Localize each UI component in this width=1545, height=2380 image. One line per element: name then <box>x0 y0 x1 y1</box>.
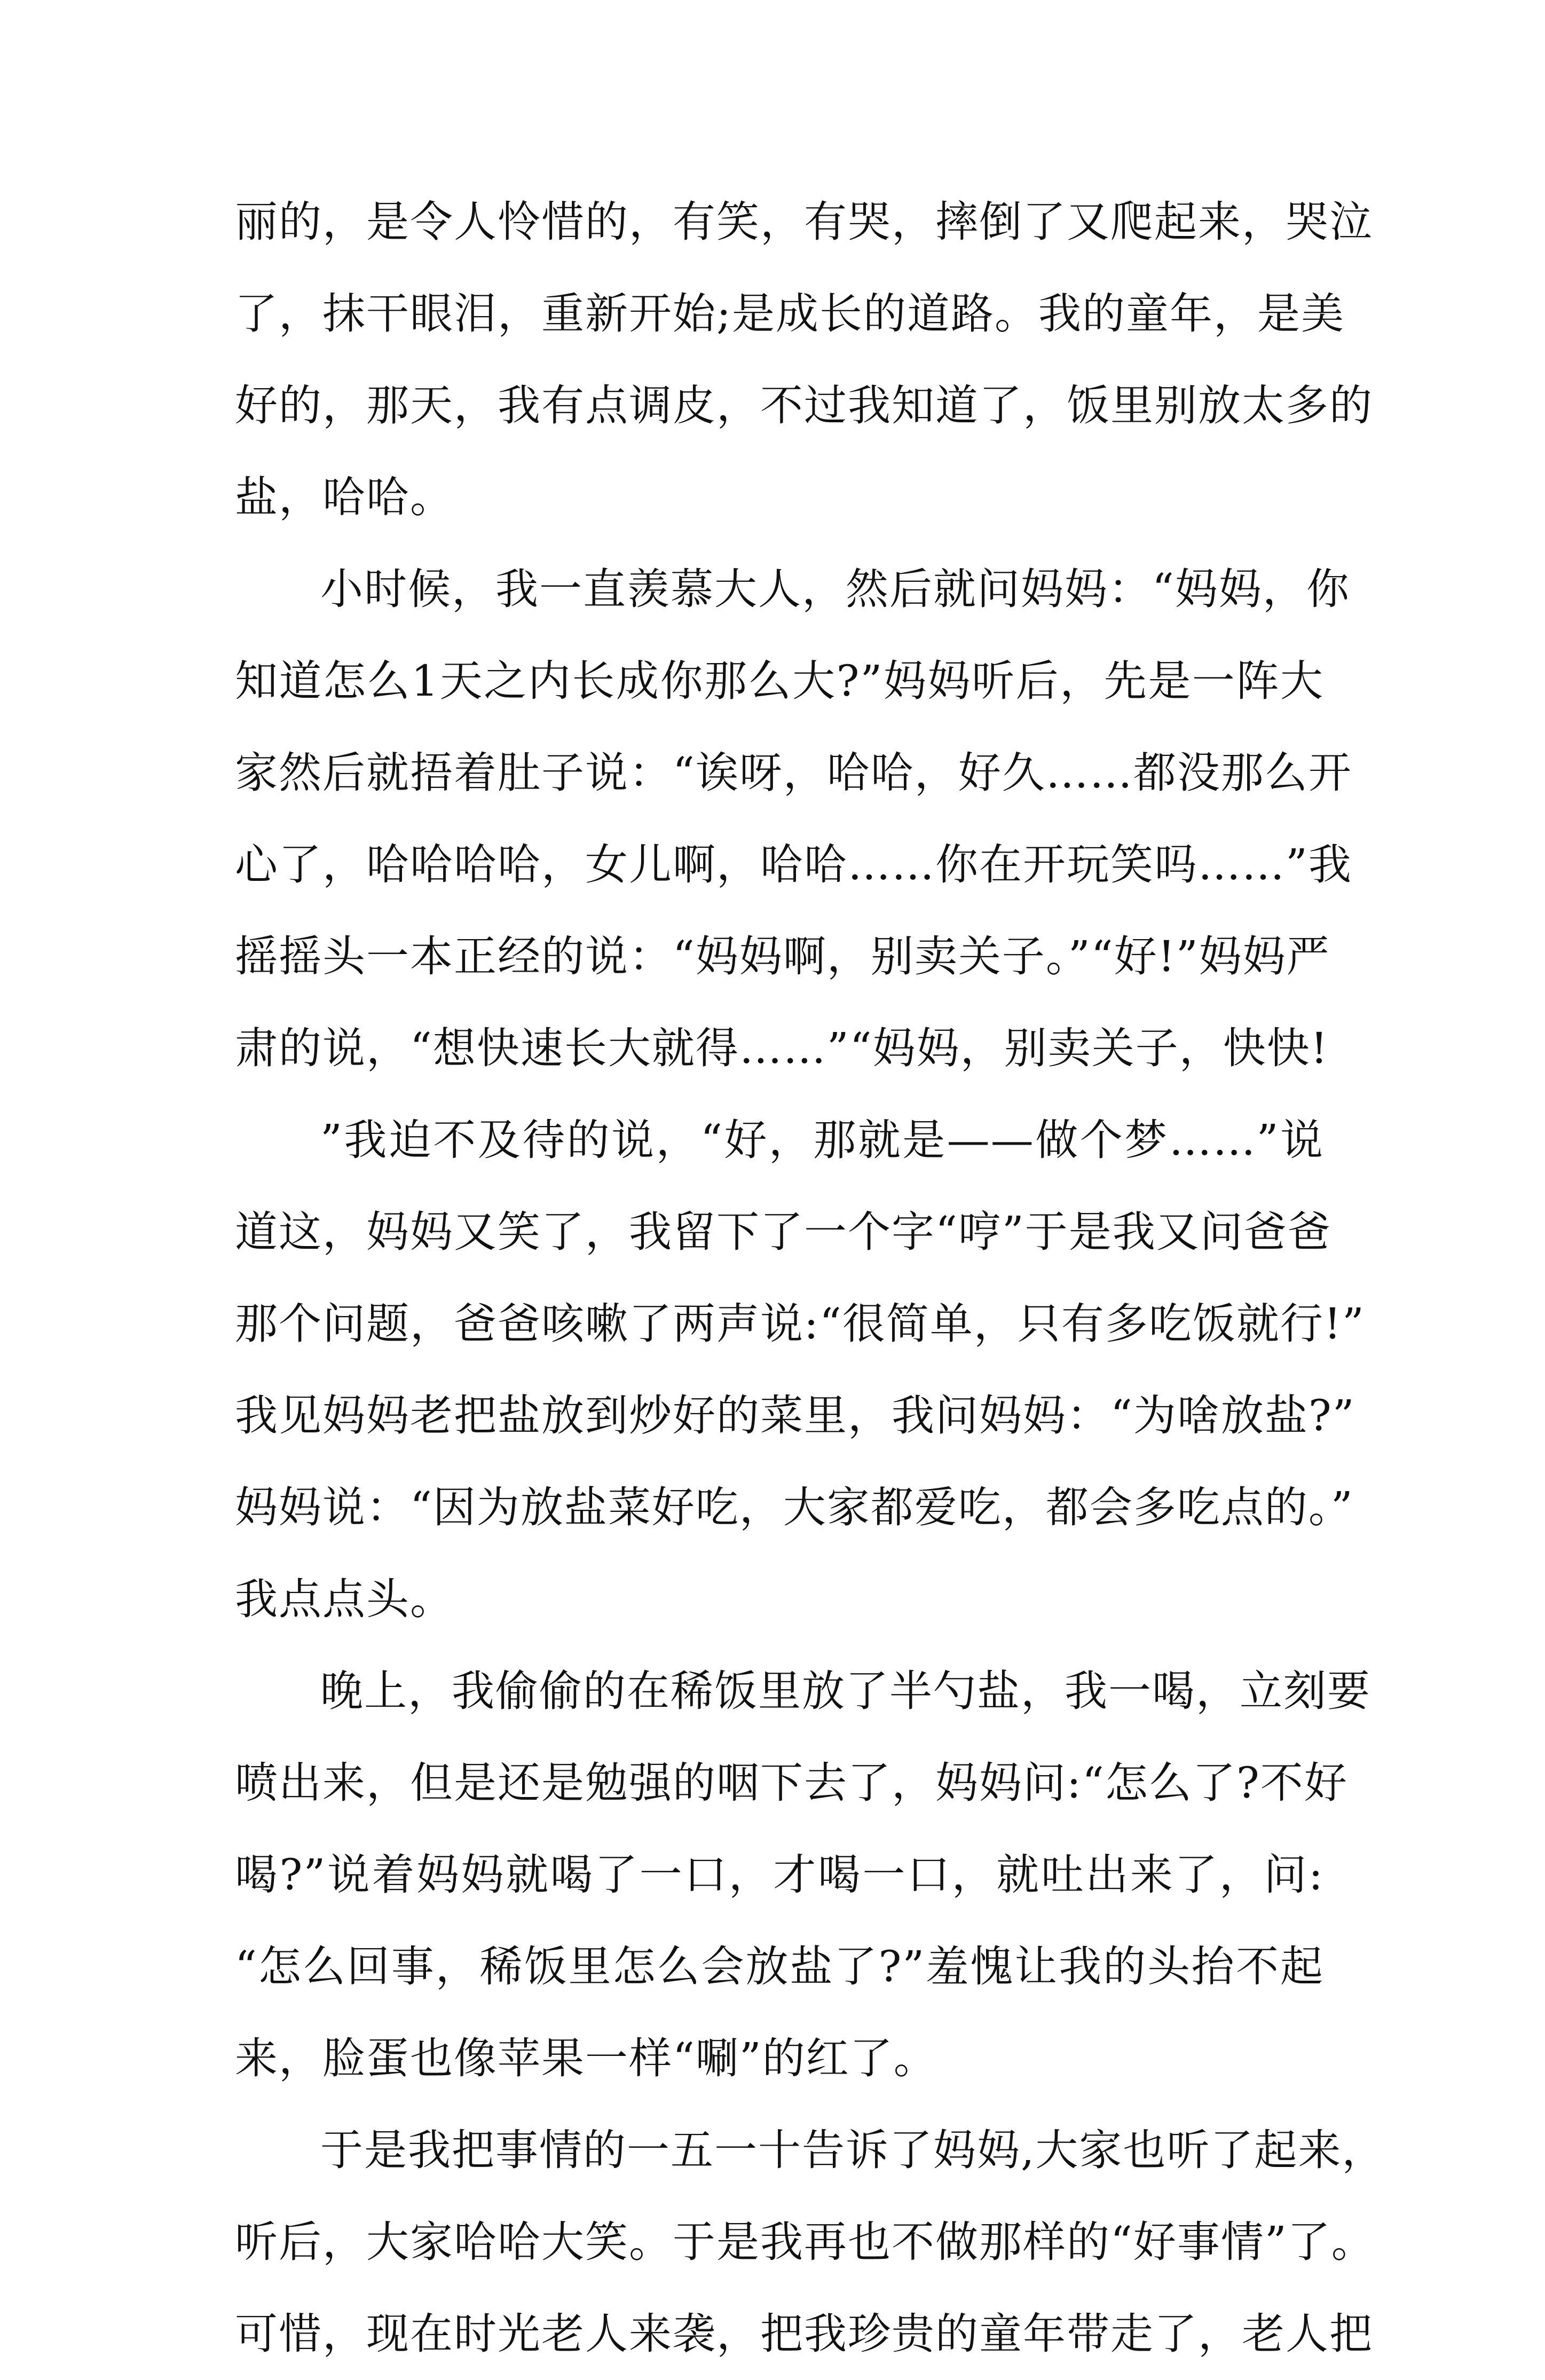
text-line: 妈妈说：“因为放盐菜好吃，大家都爱吃，都会多吃点的。” <box>235 1483 1354 1532</box>
text-line: 我见妈妈老把盐放到炒好的菜里，我问妈妈：“为啥放盐?” <box>235 1391 1355 1440</box>
paragraph-start-line: 晚上，我偷偷的在稀饭里放了半勺盐，我一喝，立刻要 <box>320 1666 1371 1716</box>
text-line: 我点点头。 <box>235 1574 454 1624</box>
paragraph-start-line: 于是我把事情的一五一十告诉了妈妈,大家也听了起来， <box>320 2125 1386 2175</box>
text-line: 肃的说，“想快速长大就得……”“妈妈，别卖关子，快快! <box>235 1023 1329 1073</box>
text-line: 家然后就捂着肚子说：“诶呀，哈哈，好久……都没那么开 <box>235 748 1352 798</box>
text-line: 喷出来，但是还是勉强的咽下去了，妈妈问:“怎么了?不好 <box>235 1758 1348 1808</box>
paragraph-start-line: 小时候，我一直羡慕大人，然后就问妈妈：“妈妈，你 <box>320 564 1350 614</box>
text-line: 喝?”说着妈妈就喝了一口，才喝一口，就吐出来了，问: <box>235 1850 1324 1900</box>
text-line: 心了，哈哈哈哈，女儿啊，哈哈……你在开玩笑吗……”我 <box>235 840 1352 889</box>
paragraph-start-line: ”我迫不及待的说，“好，那就是——做个梦……”说 <box>320 1115 1324 1165</box>
text-line: 摇摇头一本正经的说：“妈妈啊，别卖关子。”“好!”妈妈严 <box>235 932 1330 981</box>
text-line: 了，抹干眼泪，重新开始;是成长的道路。我的童年，是美 <box>235 289 1345 338</box>
text-line: 丽的，是令人怜惜的，有笑，有哭，摔倒了又爬起来，哭泣 <box>235 197 1373 247</box>
text-line: 知道怎么1天之内长成你那么大?”妈妈听后，先是一阵大 <box>235 656 1324 706</box>
text-line: 来，脸蛋也像苹果一样“唰”的红了。 <box>235 2034 937 2083</box>
text-line: 道这，妈妈又笑了，我留下了一个字“哼”于是我又问爸爸 <box>235 1207 1331 1257</box>
text-line: “怎么回事，稀饭里怎么会放盐了?”羞愧让我的头抬不起 <box>235 1942 1324 1991</box>
text-line: 听后，大家哈哈大笑。于是我再也不做那样的“好事情”了。 <box>235 2217 1375 2267</box>
text-line: 那个问题，爸爸咳嗽了两声说:“很简单，只有多吃饭就行!” <box>235 1299 1365 1349</box>
text-line: 好的，那天，我有点调皮，不过我知道了，饭里别放太多的 <box>235 381 1373 430</box>
body-text <box>235 176 1386 2380</box>
text-line: 可惜，现在时光老人来袭，把我珍贵的童年带走了，老人把 <box>235 2309 1373 2359</box>
text-line: 盐，哈哈。 <box>235 472 454 522</box>
